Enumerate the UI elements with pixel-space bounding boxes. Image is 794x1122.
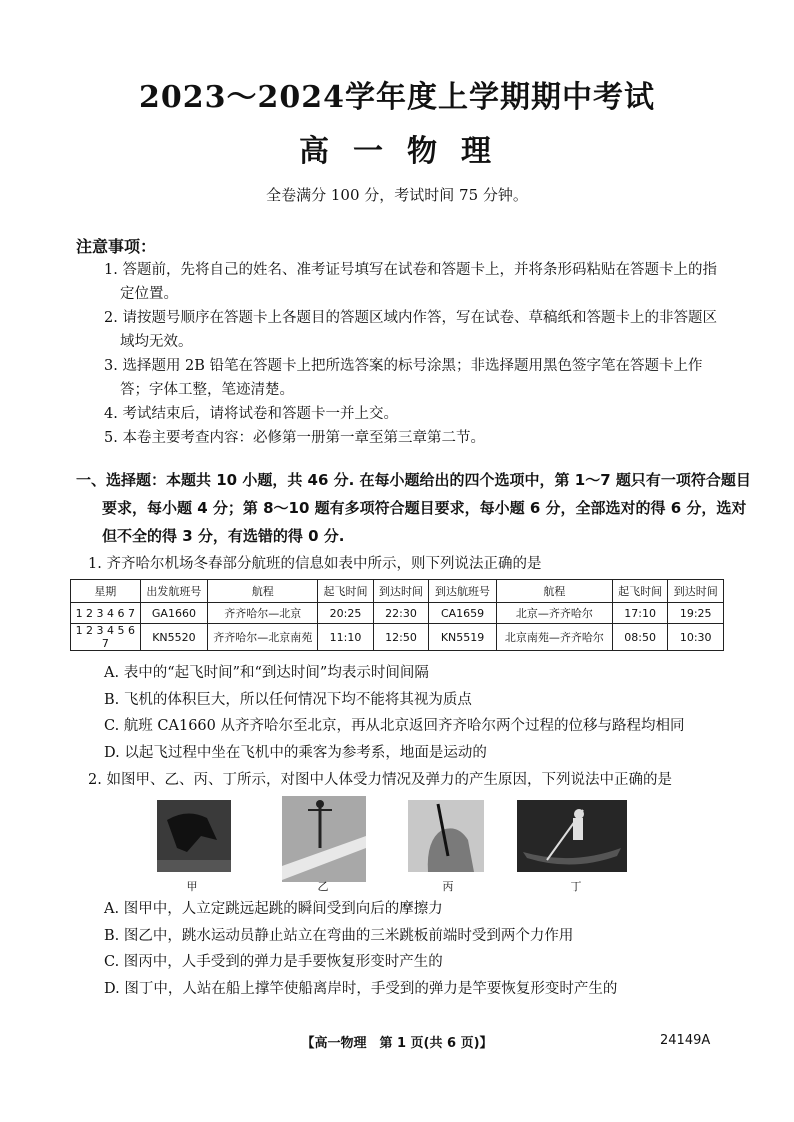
- table-header-cell: 到达时间: [373, 580, 429, 603]
- option-b: B. 图乙中，跳水运动员静止站立在弯曲的三米跳板前端时受到两个力作用: [104, 927, 574, 944]
- notice-heading: 注意事项：: [76, 237, 157, 256]
- table-header-cell: 星期: [71, 580, 141, 603]
- question-2-figures: [0, 800, 794, 894]
- table-header-cell: 到达时间: [668, 580, 724, 603]
- notice-item: 4. 考试结束后，请将试卷和答题卡一并上交。: [104, 406, 398, 422]
- table-cell: 北京—齐齐哈尔: [496, 603, 612, 624]
- table-header-cell: 出发航班号: [140, 580, 208, 603]
- notice-item: 5. 本卷主要考查内容：必修第一册第一章至第三章第二节。: [104, 430, 485, 446]
- table-header-cell: 起飞时间: [612, 580, 668, 603]
- option-c: C. 航班 CA1660 从齐齐哈尔至北京，再从北京返回齐齐哈尔两个过程的位移与路程均相同: [104, 718, 685, 734]
- table-cell: 08:50: [612, 624, 668, 651]
- option-b: B. 飞机的体积巨大，所以任何情况下均不能将其视为质点: [104, 691, 472, 708]
- question-1-options: [104, 660, 734, 766]
- option-a: A. 表中的“起飞时间”和“到达时间”均表示时间间隔: [104, 665, 429, 681]
- section-heading: 一、选择题：本题共 10 小题，共 46 分. 在每小题给出的四个选项中，第 1～7 题只有一项符合题目要求，每小题 4 分；第 8～10 题有多项符合题目要求，每小题 6 分，全部选对的得 6 分，选对但不全的得 3 分，有选错的得 0 分.: [76, 471, 751, 545]
- exam-title: 2023～2024学年度上学期期中考试: [139, 80, 655, 115]
- table-cell: 20:25: [318, 603, 374, 624]
- score-info: 全卷满分 100 分，考试时间 75 分钟。: [266, 186, 528, 204]
- option-a: A. 图甲中，人立定跳远起跳的瞬间受到向后的摩擦力: [104, 901, 443, 917]
- page-footer: 【高一物理 第 1 页(共 6 页)】: [301, 1036, 493, 1051]
- table-row: [71, 624, 724, 651]
- table-header-cell: 到达航班号: [429, 580, 497, 603]
- option-d: D. 以起飞过程中坐在飞机中的乘客为参考系，地面是运动的: [104, 744, 487, 761]
- figure-ding-image: [517, 800, 627, 872]
- notice-list: [104, 258, 726, 450]
- option-d: D. 图丁中，人站在船上撑竿使船离岸时，手受到的弹力是竿要恢复形变时产生的: [104, 980, 618, 997]
- flight-table: [70, 579, 724, 651]
- figure-label-yi: 乙: [317, 880, 329, 893]
- figure-label-ding: 丁: [570, 880, 582, 893]
- figure-label-jia: 甲: [186, 880, 198, 893]
- table-cell: 17:10: [612, 603, 668, 624]
- notice-item: 2. 请按题号顺序在答题卡上各题目的答题区域内作答，写在试卷、草稿纸和答题卡上的非答题区域均无效。: [104, 310, 717, 350]
- table-cell: 1 2 3 4 5 6 7: [71, 624, 141, 651]
- question-2-stem: 2. 如图甲、乙、丙、丁所示，对图中人体受力情况及弹力的产生原因，下列说法中正确的是: [88, 772, 672, 788]
- table-header-cell: 航程: [208, 580, 318, 603]
- exam-code: 24149A: [660, 1033, 711, 1048]
- figure-label-bing: 丙: [442, 880, 454, 893]
- table-cell: GA1660: [140, 603, 208, 624]
- figure-yi-image: [282, 796, 366, 882]
- question-1-stem: 1. 齐齐哈尔机场冬春部分航班的信息如表中所示，则下列说法正确的是: [88, 556, 542, 572]
- table-cell: CA1659: [429, 603, 497, 624]
- question-2-options: [104, 896, 734, 1002]
- table-cell: 齐齐哈尔—北京: [208, 603, 318, 624]
- table-header-row: [71, 580, 724, 603]
- table-cell: 北京南苑—齐齐哈尔: [496, 624, 612, 651]
- table-cell: 11:10: [318, 624, 374, 651]
- figure-bing-image: [408, 800, 484, 872]
- option-c: C. 图丙中，人手受到的弹力是手要恢复形变时产生的: [104, 954, 443, 970]
- table-cell: 12:50: [373, 624, 429, 651]
- table-header-cell: 起飞时间: [318, 580, 374, 603]
- table-cell: KN5519: [429, 624, 497, 651]
- table-cell: 10:30: [668, 624, 724, 651]
- table-cell: 19:25: [668, 603, 724, 624]
- table-header-cell: 航程: [496, 580, 612, 603]
- notice-item: 1. 答题前，先将自己的姓名、准考证号填写在试卷和答题卡上，并将条形码粘贴在答题卡上的指定位置。: [104, 262, 717, 302]
- table-cell: 齐齐哈尔—北京南苑: [208, 624, 318, 651]
- figure-jia-image: [157, 800, 231, 872]
- table-row: [71, 603, 724, 624]
- table-cell: KN5520: [140, 624, 208, 651]
- subject-title: 高一物理: [299, 134, 515, 169]
- table-cell: 22:30: [373, 603, 429, 624]
- notice-item: 3. 选择题用 2B 铅笔在答题卡上把所选答案的标号涂黑；非选择题用黑色签字笔在答题卡上作答；字体工整，笔迹清楚。: [104, 358, 703, 398]
- table-cell: 1 2 3 4 6 7: [71, 603, 141, 624]
